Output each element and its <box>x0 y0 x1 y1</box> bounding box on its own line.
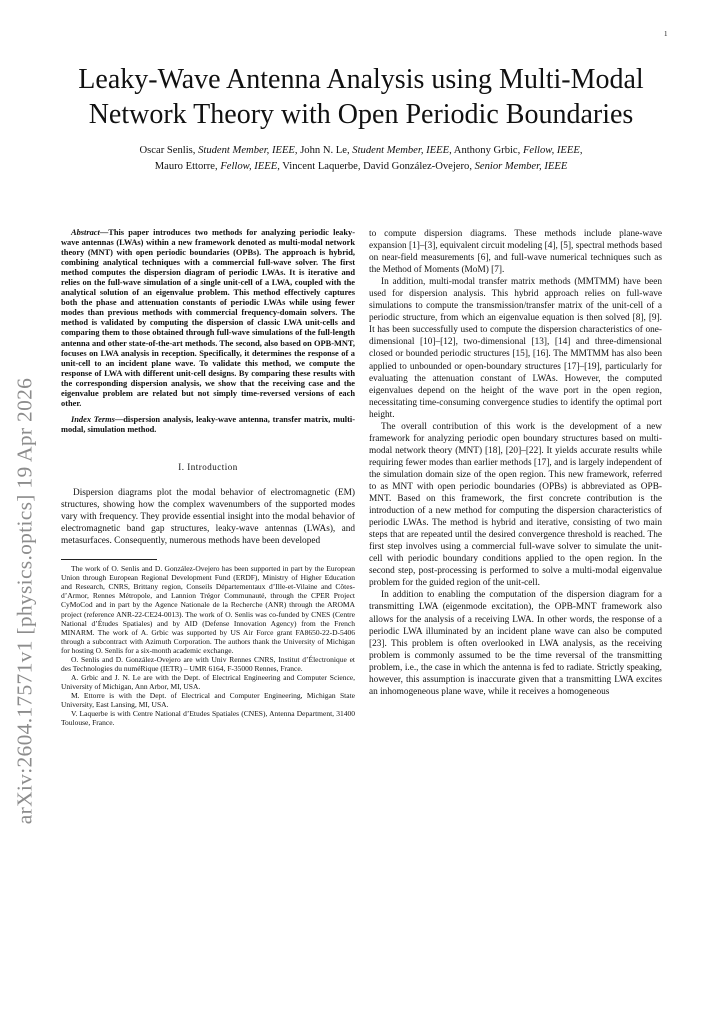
body-paragraph: In addition, multi-modal transfer matrix methods (MMTMM) have been used for dispersion analysis. This hybrid approach relies on full-wave simulations to compute the transmission/transfer matrix of the unit-cell of a periodic structure, from which an eigenvalue equation is then solved [8], [9]. It has been successfully used to compute the dispersion characteristics of one-dimensional [10]–[12], two-dimensional [13], [14] and three-dimensional closed or bounded periodic structures [15], [16]. The MMTMM has also been applied to unbounded or open-boundary structures [17]–[19], particularly for evaluating the attenuation constant of LWAs. However, the computed eigenvalues depend on the height of the wave port in the open region, necessitating time-consuming convergence studies to identify the optimal port height. <box>369 277 662 420</box>
author-role: Fellow, IEEE <box>522 145 580 156</box>
body-paragraph: to compute dispersion diagrams. These methods include plane-wave expansion [1]–[3], equivalent circuit modeling [4], [5], spectral methods based on near-field measurements [6], and full-wave numerical techniques such as the Method of Moments (MoM) [7]. <box>369 229 662 276</box>
arxiv-stamp <box>10 246 40 956</box>
title-line-1: Leaky-Wave Antenna Analysis using Multi-Modal <box>78 64 644 95</box>
footnote: O. Senlis and D. González-Ovejero are with Univ Rennes CNRS, Institut d’Électronique et des Technologies du numéRique (IETR) – UMR 6164, F-35000 Rennes, France. <box>61 654 355 673</box>
section-heading: I. Introduction <box>178 461 238 472</box>
author-name: Mauro Ettorre, <box>154 161 221 172</box>
page-number: 1 <box>664 30 668 38</box>
body-paragraph: In addition to enabling the computation of the dispersion diagram for a transmitting LWA (eigenmode excitation), the OPB-MNT framework also allows for the analysis of a receiving LWA. In other words, the response of a periodic LWA illuminated by an incident plane wave can also be computed [23]. This problem is often overlooked in LWA analysis, as the receiving problem is commonly assumed to be the time reversal of the transmitting problem, i.e., the case in which the antenna is fed to radiate. Strictly speaking, however, this assumption is inaccurate given that a transmitting LWA excites an inhomogeneous plane wave, while it receives a homogeneous <box>369 590 662 697</box>
index-terms <box>61 415 355 435</box>
arxiv-stamp-text: arXiv:2604.17571v1 [physics.optics] 19 Apr 2026 <box>12 377 37 825</box>
author-name: Oscar Senlis, <box>139 145 199 156</box>
title-line-2: Network Theory with Open Periodic Boundaries <box>88 99 634 130</box>
abstract-label: Abstract <box>71 228 100 237</box>
author-name: , John N. Le, <box>294 145 353 156</box>
paper-title <box>40 62 682 132</box>
right-column <box>369 228 662 698</box>
author-list <box>50 143 672 175</box>
author-role: Student Member, IEEE <box>352 145 450 156</box>
footnote: V. Laquerbe is with Centre National d’Etudes Spatiales (CNES), Antenna Department, 31400 Toulouse, France. <box>61 709 355 728</box>
left-column <box>61 228 355 727</box>
author-role: Fellow, IEEE <box>220 161 278 172</box>
intro-paragraph: Dispersion diagrams plot the modal behavior of electromagnetic (EM) structures, showing how the complex wavenumbers of the supported modes vary with frequency. They provide essential insight into the modal behavior of electromagnetic band gap structures, leaky-wave antennas (LWAs), and metasurfaces. Consequently, numerous methods have been developed <box>61 488 355 547</box>
author-name: , Vincent Laquerbe, David González-Ovejero, <box>277 161 475 172</box>
footnote-rule <box>61 559 157 560</box>
body-paragraph: The overall contribution of this work is the development of a new framework for analyzing periodic open boundary structures based on multi-modal network theory (MNT) [18], [20]–[22]. It yields accurate results while requiring fewer modes than earlier methods [17], and is largely independent of the simulation domain size of the open region. This new framework, referred to as MNT with open periodic boundaries (OPBs) is abbreviated as OPB-MNT. Based on this framework, the first concrete contribution is the introduction of a new method for computing the dispersion characteristics of periodic LWAs. The method is hybrid and iterative, consisting of two main steps that are repeated until the desired convergence threshold is reached. The first step involves using a commercial full-wave solver to simulate the unit-cell with periodic boundary conditions applied to the open region. In the second step, post-processing is performed to solve a multi-modal eigenvalue problem for the guided region of the unit-cell. <box>369 421 662 589</box>
abstract-text: —This paper introduces two methods for analyzing periodic leaky-wave antennas (LWAs) within a new framework denoted as multi-modal network theory (MNT) with open periodic boundaries (OPBs). The approach is hybrid, combining analytical techniques with a commercial full-wave solver. The first method computes the dispersion diagram of periodic LWAs. It is iterative and relies on the full-wave simulation of a single unit-cell of a LWA, coupled with the analytical solution of an eigenvalue problem. This method effectively captures both the phase and attenuation constants of periodic LWAs while using fewer modes than previous methods with commercial frequency-domain solvers. The method is validated by computing the dispersion of classic LWA unit-cells and comparing them to those obtained through full-wave simulations of the full-length antenna and other state-of-the-art methods. The second, also based on OPB-MNT, focuses on LWA analysis in reception. Specifically, it determines the response of a unit-cell to an incident plane wave. To validate this method, we compute the response of LWA with different unit-cell designs. By comparing these results with the corresponding dispersion analysis, we show that the receiving case and the eigenvalue problem are related but not simply time-reversed versions of each other. <box>61 228 355 408</box>
footnote: The work of O. Senlis and D. González-Ovejero has been supported in part by the European Union through European Regional Development Fund (ERDF), Ministry of Higher Education and Research, CNRS, Brittany region, Conseils Départementaux d’Ille-et-Vilaine and Côtes-d’Armor, Rennes Métropole, and Lannion Trégor Communauté, through the CPER Project CyMoCod and in part by the Agence Nationale de la Recherche (ANR) through the AROMA project (reference ANR-22-CE24-0013). The work of O. Senlis was co-funded by CNES (Centre National d’Études Spatiales) and by AID (Defense Innovation Agency) from the French MINARM. The work of A. Grbic was supported by US Air Force grant FA8650-22-D-5406 through a subcontract with Azimuth Corporation. The authors thank the University of Michigan for hosting O. Senlis for a six-month academic exchange. <box>61 564 355 655</box>
abstract <box>61 228 355 409</box>
author-separator: , <box>579 145 583 156</box>
author-name: , Anthony Grbic, <box>449 145 523 156</box>
footnote: A. Grbic and J. N. Le are with the Dept. of Electrical Engineering and Computer Science, University of Michigan, Ann Arbor, MI, USA. <box>61 672 355 691</box>
index-terms-label: Index Terms <box>71 414 115 424</box>
author-role: Senior Member, IEEE <box>474 161 568 172</box>
author-role: Student Member, IEEE <box>198 145 295 156</box>
footnote: M. Ettorre is with the Dept. of Electrical and Computer Engineering, Michigan State University, East Lansing, MI, USA. <box>61 690 355 709</box>
index-terms-text: —dispersion analysis, leaky-wave antenna, transfer matrix, multi-modal, simulation method. <box>61 414 355 434</box>
